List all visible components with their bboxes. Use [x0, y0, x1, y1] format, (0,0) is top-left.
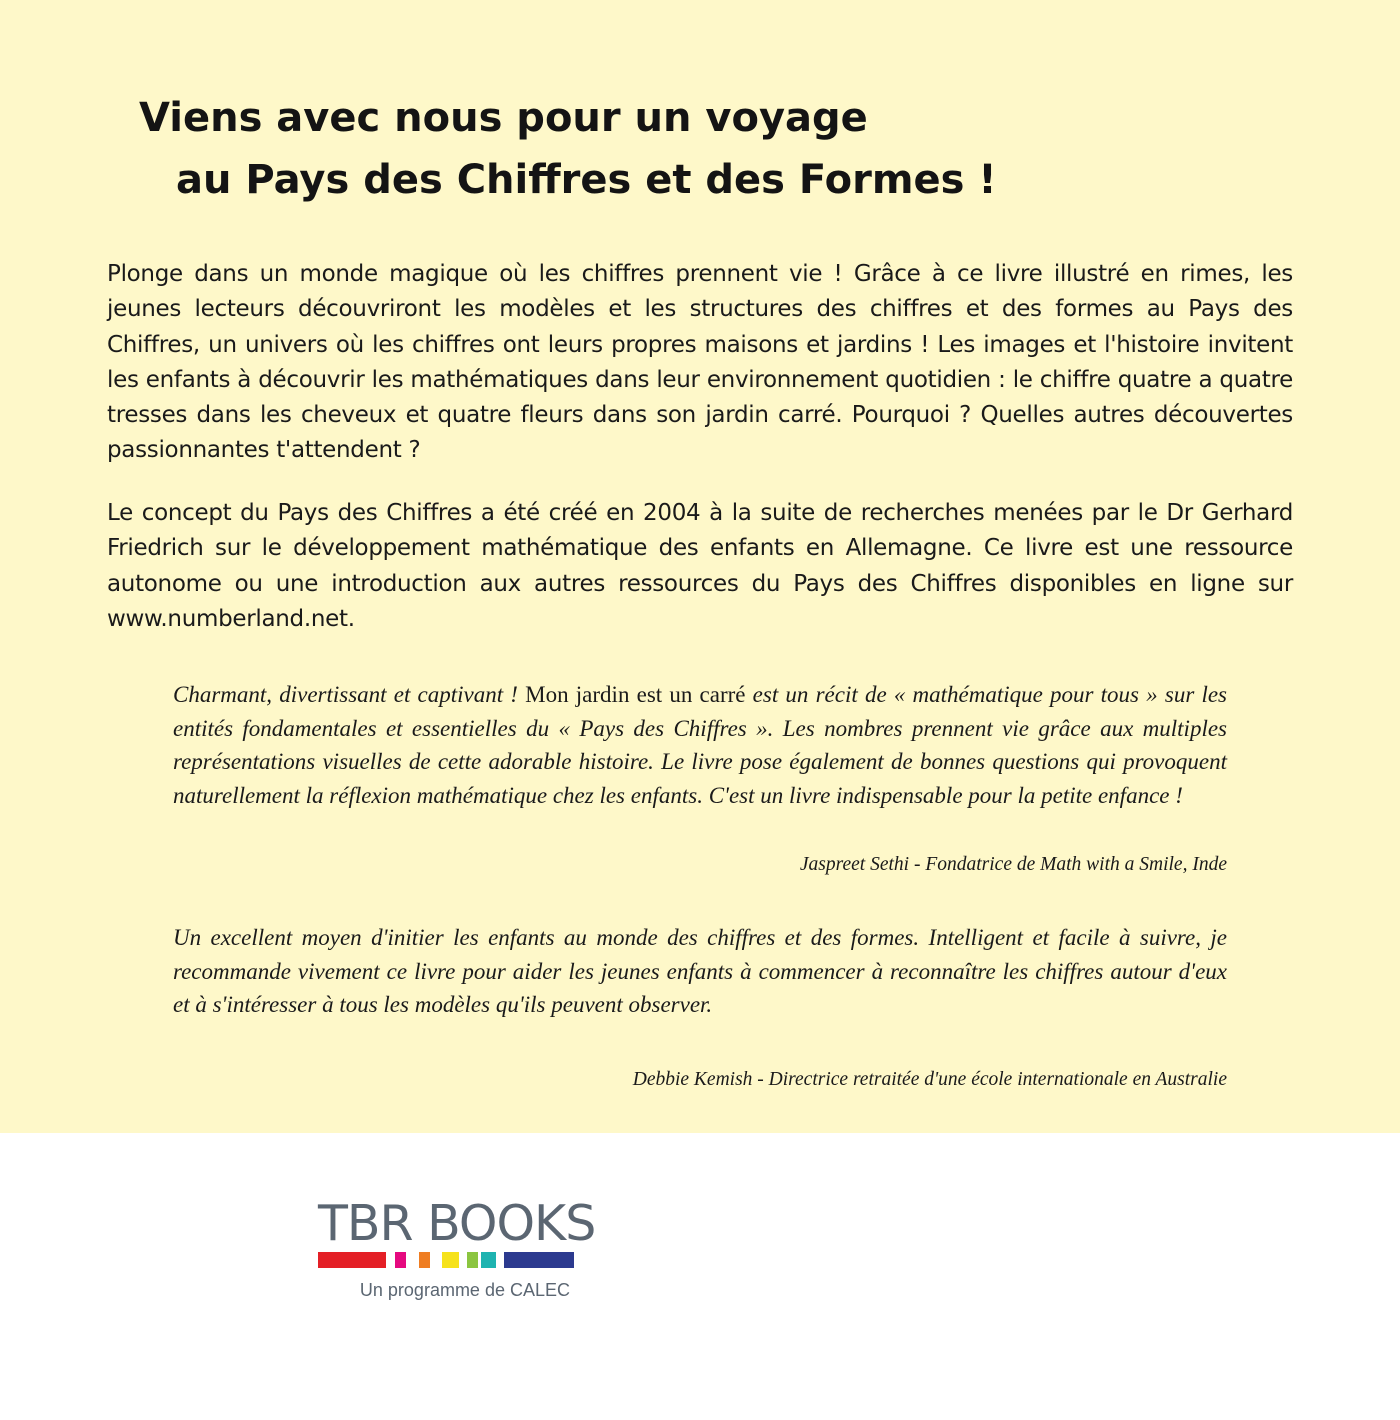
logo-color-bar — [318, 1252, 386, 1268]
logo-color-bar — [395, 1252, 406, 1268]
testimonial-text: est un récit de « mathématique pour tous » sur les entités fondamentales et essentielles du « Pays des Chiffres ». Les nombres prennent vie grâce aux multiples représentations visuelles de cette adorable histoire. Le livre pose également de bonnes questions qui provoquent naturellement la réflexion mathématique chez les enfants. C'est un livre indispensable pour la petite enfance ! — [173, 682, 1228, 808]
description-paragraph-2: Le concept du Pays des Chiffres a été créé en 2004 à la suite de recherches menées par le Dr Gerhard Friedrich sur le développement mathématique des enfants en Allemagne. Ce livre est une ressource autonome ou une introduction aux autres ressources du Pays des Chiffres disponibles en ligne sur www.numberland.net. — [107, 500, 1293, 632]
testimonial-author-1: Jaspreet Sethi - Fondatrice de Math with a Smile, Inde — [799, 854, 1227, 875]
headline-line-2: au Pays des Chiffres et des Formes ! — [176, 157, 997, 203]
logo-color-bar — [442, 1252, 459, 1268]
testimonial-quote-1 — [173, 678, 1227, 812]
testimonial-quote-2: Un excellent moyen d'initier les enfants au monde des chiffres et des formes. Intelligent et facile à suivre, je recommande vivement ce livre pour aider les jeunes enfants à commencer à reconnaître les chiffres autour d'eux et à s'intéresser à tous les modèles qu'ils peuvent observer. — [173, 925, 1227, 1017]
logo-color-bars — [318, 1252, 574, 1268]
headline-line-1: Viens avec nous pour un voyage — [139, 95, 868, 141]
logo-color-bar — [504, 1252, 574, 1268]
testimonial-author-2: Debbie Kemish - Directrice retraitée d'une école internationale en Australie — [632, 1069, 1227, 1090]
logo-color-bar — [481, 1252, 496, 1268]
logo-color-bar — [419, 1252, 430, 1268]
logo-color-bar — [467, 1252, 478, 1268]
book-title: Mon jardin est un carré — [525, 682, 746, 707]
publisher-tagline: Un programme de CALEC — [359, 1280, 570, 1300]
description-paragraph-1: Plonge dans un monde magique où les chiffres prennent vie ! Grâce à ce livre illustré en rimes, les jeunes lecteurs découvriront les modèles et les structures des chiffres et des formes au Pays des Chiffres, un univers où les chiffres ont leurs propres maisons et jardins ! Les images et l'histoire invitent les enfants à découvrir les mathématiques dans leur environnement quotidien : le chiffre quatre a quatre tresses dans les cheveux et quatre fleurs dans son jardin carré. Pourquoi ? Quelles autres découvertes passionnantes t'attendent ? — [107, 261, 1293, 464]
publisher-name: TBR BOOKS — [318, 1195, 596, 1252]
testimonial-intro: Charmant, divertissant et captivant ! — [173, 682, 526, 707]
publisher-logo — [318, 1195, 596, 1306]
